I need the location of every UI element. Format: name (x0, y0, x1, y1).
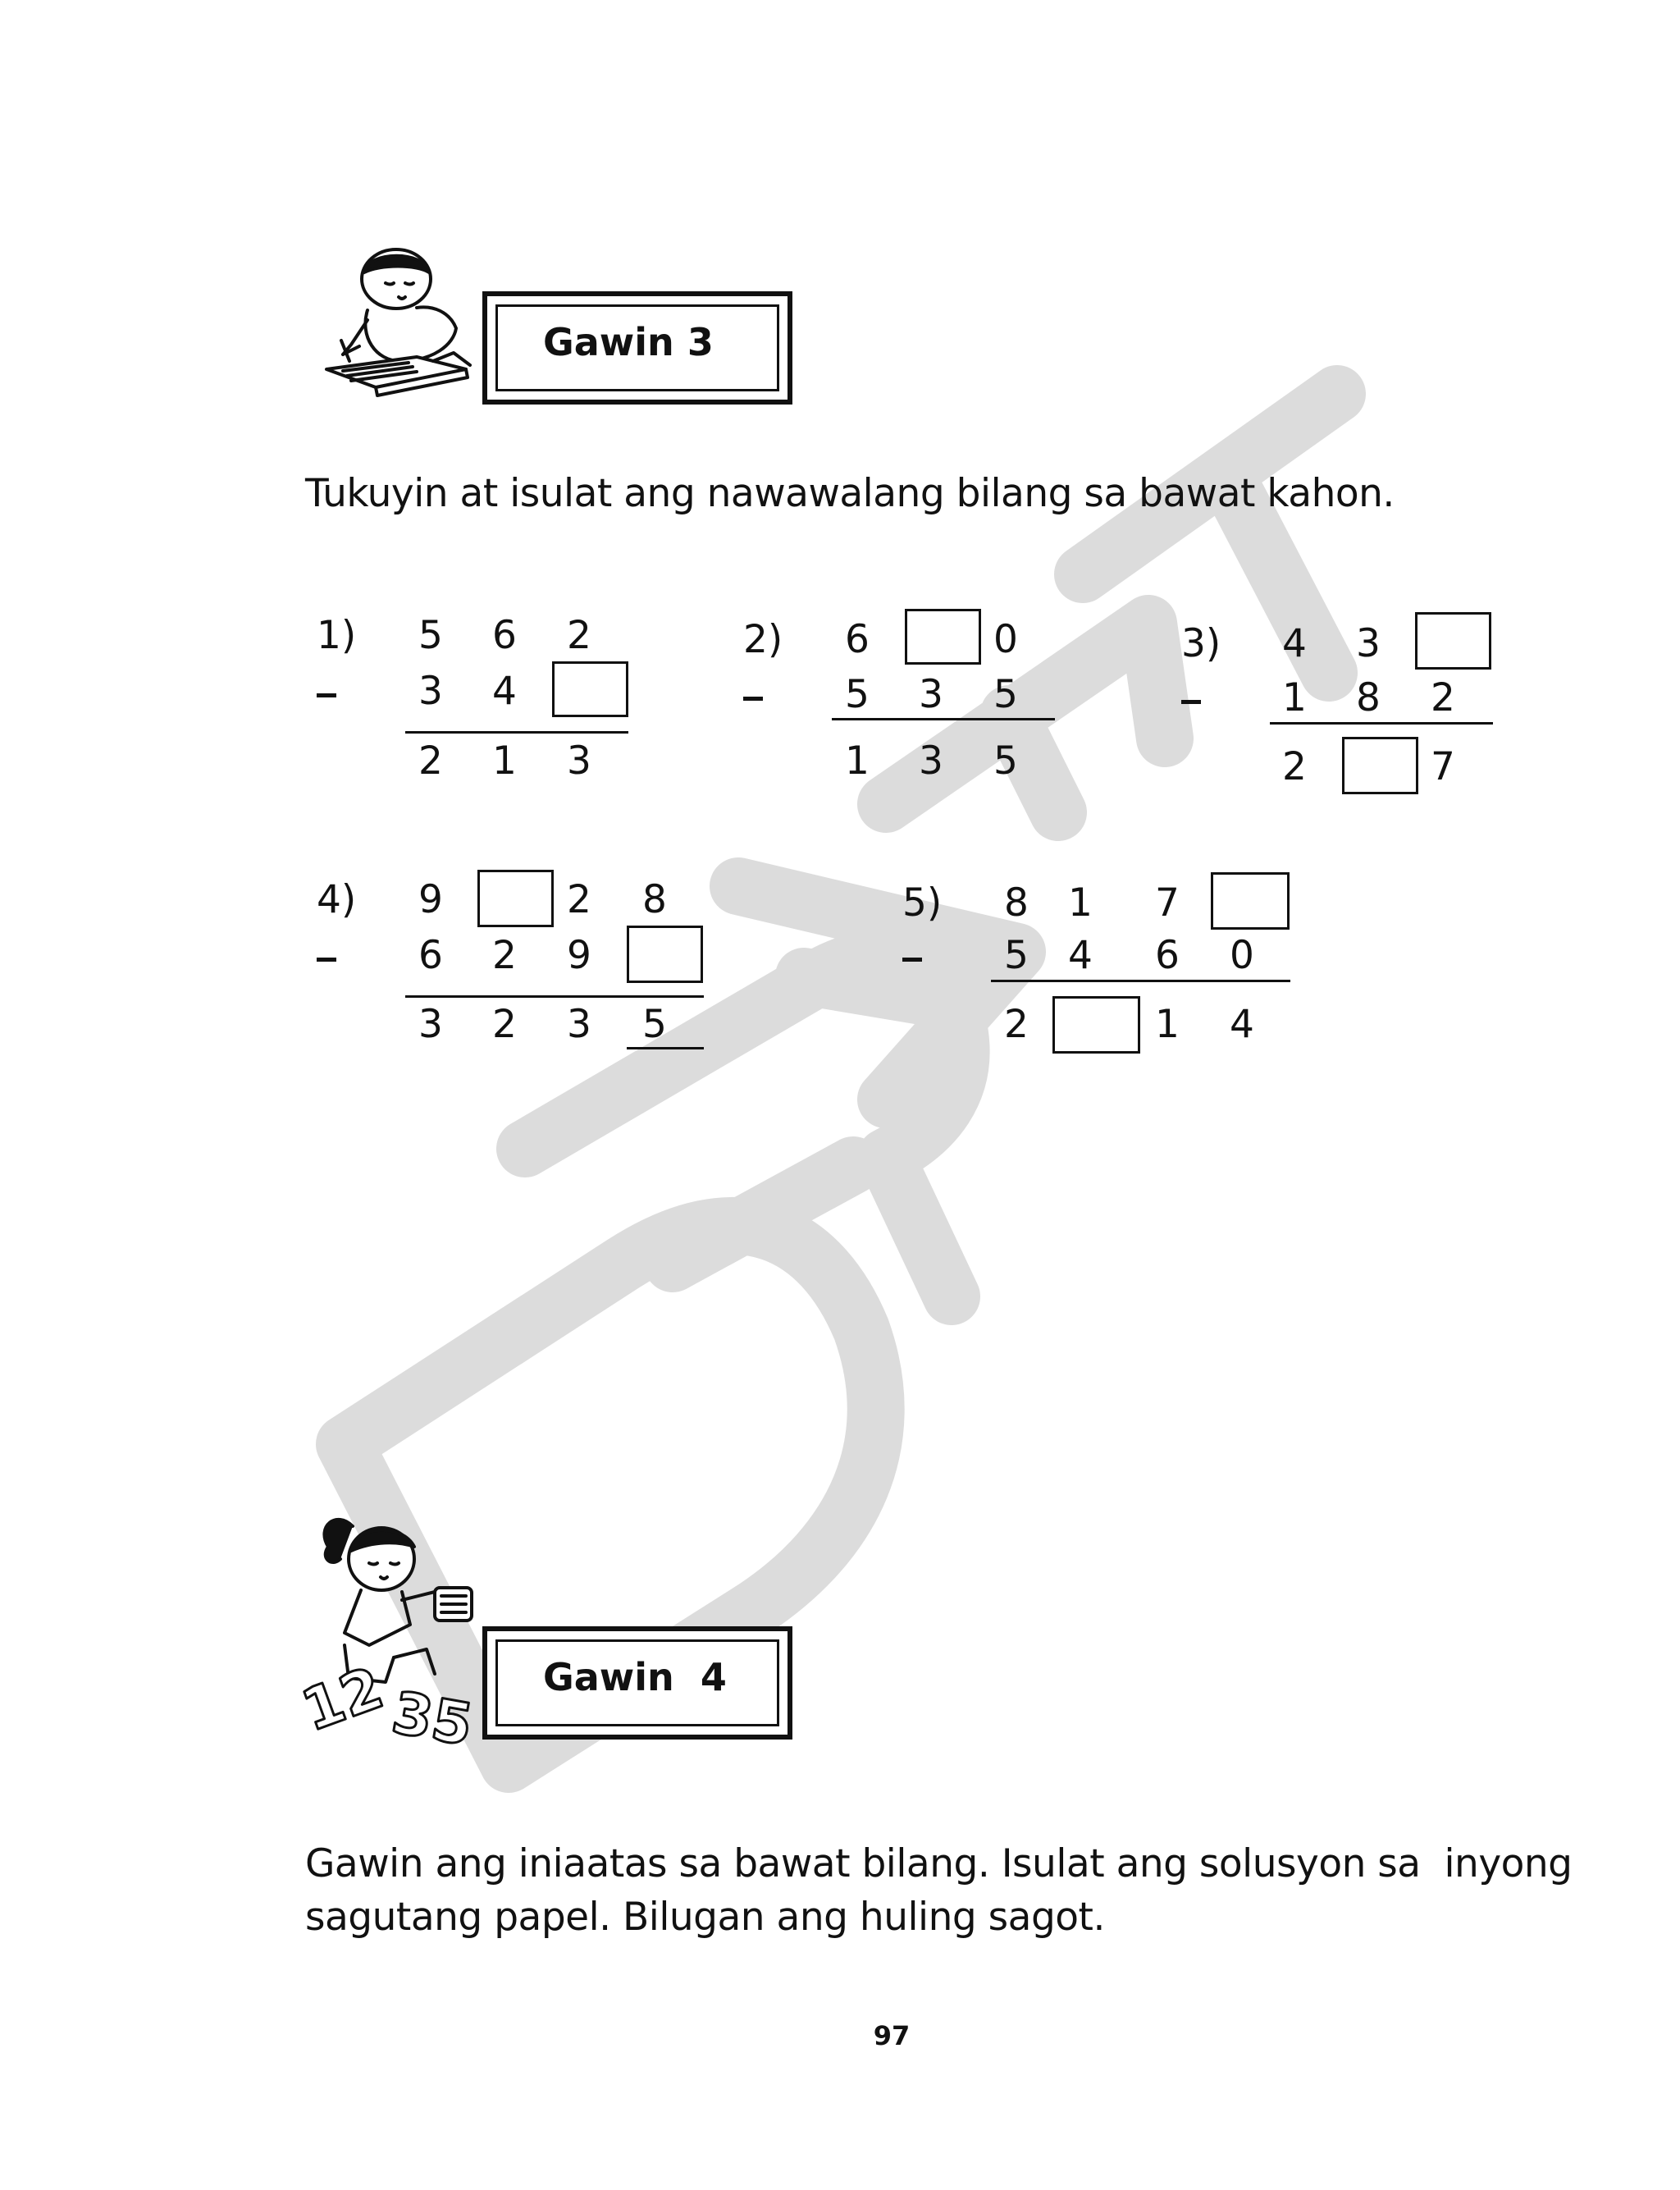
problem-3-minus-sign (1181, 700, 1201, 704)
girl-with-numbers-icon (293, 1502, 500, 1759)
problem-1-top-digit: 2 (567, 613, 591, 658)
problem-4-result-line (405, 995, 704, 998)
problem-5-result-digit: 1 (1155, 1002, 1180, 1047)
gawin-3-instruction: Tukuyin at isulat ang nawawalang bilang sa bawat kahon. (305, 471, 1395, 516)
problem-2-top-digit: 6 (845, 617, 870, 662)
problem-1-top-digit: 5 (418, 613, 443, 658)
problem-5-label: 5) (902, 880, 943, 926)
problem-1-top-digit: 6 (492, 613, 517, 658)
problem-2-bottom-digit: 5 (845, 672, 870, 717)
problem-4-result-digit: 2 (492, 1002, 517, 1047)
problem-2-result-line (832, 718, 1055, 720)
problem-4-result-digit: 3 (567, 1002, 591, 1047)
problem-5-result-line (991, 980, 1290, 982)
problem-2-label: 2) (743, 617, 783, 662)
problem-5-top-digit: 7 (1155, 880, 1180, 926)
problem-5-top-digit: 1 (1068, 880, 1093, 926)
problem-1-result-digit: 3 (567, 738, 591, 784)
problem-3-result-digit: 7 (1431, 744, 1455, 789)
problem-5-answer-box[interactable] (1211, 872, 1290, 930)
gawin-3-title: Gawin 3 (543, 320, 714, 364)
problem-1-result-line (405, 731, 628, 734)
problem-4-answer-box[interactable] (477, 870, 554, 927)
problem-1-result-digit: 1 (492, 738, 517, 784)
problem-3-answer-box[interactable] (1415, 612, 1491, 670)
problem-2-answer-box[interactable] (905, 609, 981, 665)
problem-4-answer-underline (627, 1047, 704, 1049)
problem-4-answer-box[interactable] (627, 926, 703, 983)
problem-4-bottom-digit: 6 (418, 933, 443, 978)
problem-4-bottom-digit: 9 (567, 933, 591, 978)
problem-4-result-digit: 5 (642, 1002, 667, 1047)
gawin-4-instruction-line-1: Gawin ang iniaatas sa bawat bilang. Isulat ang solusyon sa inyong (305, 1841, 1573, 1886)
svg-text:12: 12 (293, 1653, 392, 1744)
problem-2-bottom-digit: 5 (993, 672, 1018, 717)
problem-5-top-digit: 8 (1004, 880, 1029, 926)
problem-5-bottom-digit: 5 (1004, 933, 1029, 978)
problem-5-bottom-digit: 4 (1068, 933, 1093, 978)
svg-text:35: 35 (387, 1678, 478, 1759)
problem-2-minus-sign (743, 697, 763, 701)
problem-3-top-digit: 3 (1356, 621, 1381, 666)
boy-writing-icon (310, 246, 482, 418)
problem-1-bottom-digit: 3 (418, 669, 443, 714)
problem-4-label: 4) (317, 877, 357, 922)
problem-4-top-digit: 8 (642, 877, 667, 922)
gawin-4-title: Gawin 4 (543, 1655, 727, 1699)
problem-3-answer-box[interactable] (1342, 737, 1418, 794)
problem-5-minus-sign (902, 958, 922, 962)
problem-2-result-digit: 3 (919, 738, 943, 784)
problem-4-top-digit: 9 (418, 877, 443, 922)
problem-3-bottom-digit: 8 (1356, 675, 1381, 720)
problem-3-result-digit: 2 (1282, 744, 1307, 789)
problem-1-result-digit: 2 (418, 738, 443, 784)
problem-5-bottom-digit: 6 (1155, 933, 1180, 978)
page-number: 97 (873, 2020, 911, 2051)
problem-3-bottom-digit: 1 (1282, 675, 1307, 720)
problem-1-label: 1) (317, 613, 357, 658)
problem-5-bottom-digit: 0 (1230, 933, 1254, 978)
problem-1-minus-sign (317, 693, 336, 697)
problem-4-minus-sign (317, 958, 336, 962)
problem-5-result-digit: 4 (1230, 1002, 1254, 1047)
problem-1-answer-box[interactable] (552, 661, 628, 717)
problem-2-result-digit: 1 (845, 738, 870, 784)
gawin-4-instruction-line-2: sagutang papel. Bilugan ang huling sagot. (305, 1895, 1105, 1940)
problem-3-top-digit: 4 (1282, 621, 1307, 666)
problem-2-top-digit: 0 (993, 617, 1018, 662)
problem-4-top-digit: 2 (567, 877, 591, 922)
problem-2-result-digit: 5 (993, 738, 1018, 784)
problem-5-answer-box[interactable] (1052, 996, 1140, 1054)
problem-2-bottom-digit: 3 (919, 672, 943, 717)
problem-3-label: 3) (1181, 621, 1221, 666)
problem-1-bottom-digit: 4 (492, 669, 517, 714)
problem-4-result-digit: 3 (418, 1002, 443, 1047)
problem-5-result-digit: 2 (1004, 1002, 1029, 1047)
problem-3-result-line (1270, 722, 1493, 725)
problem-3-bottom-digit: 2 (1431, 675, 1455, 720)
problem-4-bottom-digit: 2 (492, 933, 517, 978)
